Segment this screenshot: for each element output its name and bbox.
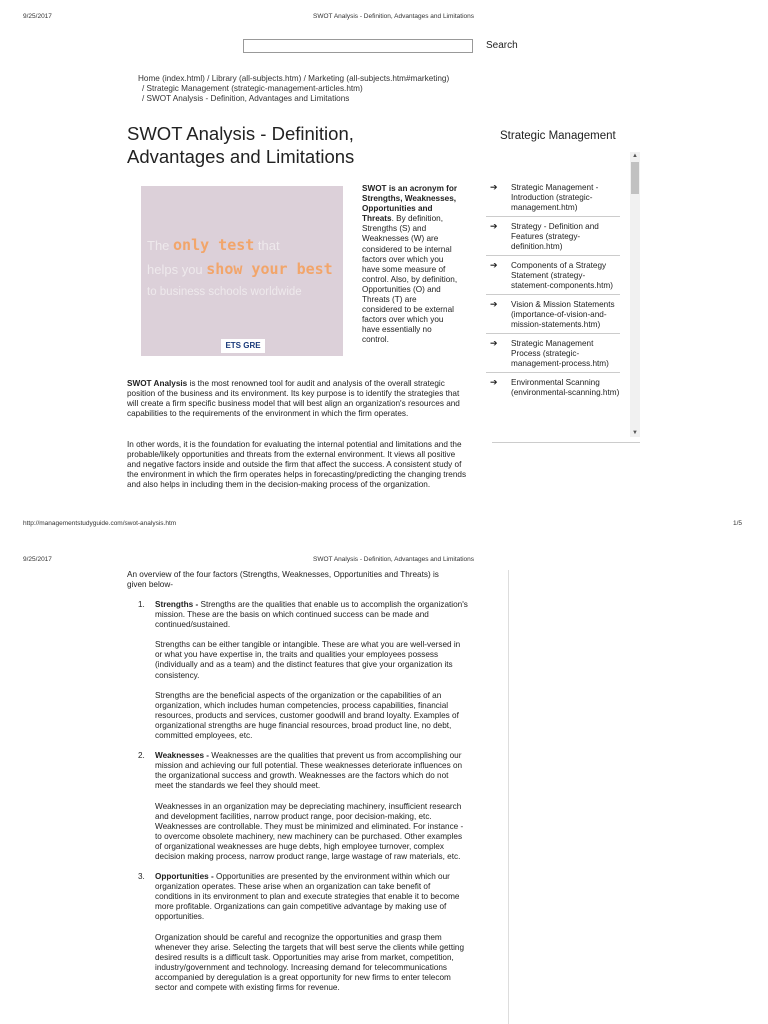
factor-lead-text: Strengths are the qualities that enable us to accomplish the organization's mission. These are the basis on which continued success can be made and continued/sustained. [155, 600, 468, 630]
breadcrumb [138, 74, 449, 104]
sidebar-item-label: Strategic Management Process (strategic-management-process.htm) [511, 339, 609, 368]
paragraph-2: In other words, it is the foundation for evaluating the internal potential and limitations and the probable/likely opportunities and threats from the external environment. It views all positive and negative factors inside and outside the firm that affect the success. A consistent study of the environment in which the firm operates helps in forecasting/predicting the changing trends and also helps in including them in the decision-making process of the organization. [127, 440, 467, 490]
factor-opportunities [138, 872, 468, 993]
arrow-right-icon: ➔ [490, 377, 498, 387]
sidebar-list [486, 182, 620, 405]
ad-word-show-your-best: show your best [206, 260, 333, 278]
scroll-down-icon[interactable]: ▼ [632, 430, 638, 436]
factor-weaknesses [138, 751, 468, 862]
p1-bold: SWOT Analysis [127, 379, 188, 388]
scroll-thumb[interactable] [631, 162, 639, 194]
factor-lead-text: Weaknesses are the qualities that prevent us from accomplishing our mission and achieving our full potential. These weaknesses deteriorate influences on the organizational success and growth. Weaknesses are the factors which do not meet the standards we feel they should meet. [155, 751, 463, 791]
factor-name: Opportunities - [155, 872, 214, 882]
factor-lead [155, 600, 468, 630]
gre-logo: ETS GRE [221, 339, 265, 353]
scroll-up-icon[interactable]: ▲ [632, 153, 638, 159]
ad-word-only-test: only test [173, 236, 255, 254]
ad-line-1 [147, 236, 280, 254]
factor-strengths [138, 600, 468, 741]
print-date: 9/25/2017 [23, 13, 52, 20]
sidebar-divider [492, 442, 640, 443]
paragraph-1 [127, 379, 467, 419]
arrow-right-icon: ➔ [490, 260, 498, 270]
sidebar-item-label: Vision & Mission Statements (importance-of-vision-and-mission-statements.htm) [511, 300, 615, 329]
list-number: 3. [138, 872, 145, 882]
sidebar-item-environmental-scanning[interactable] [486, 377, 620, 401]
breadcrumb-line-2[interactable]: / Strategic Management (strategic-management-articles.htm) [142, 84, 363, 93]
page-2-column-rule [508, 570, 509, 1024]
sidebar-item-vision-mission[interactable] [486, 299, 620, 334]
factor-lead [155, 872, 468, 922]
list-number: 1. [138, 600, 145, 609]
sidebar-item-strategic-management-intro[interactable] [486, 182, 620, 217]
print-date-page-2: 9/25/2017 [23, 556, 52, 563]
sidebar-item-strategy-components[interactable] [486, 260, 620, 295]
factor-paragraph: Strengths are the beneficial aspects of the organization or the capabilities of an organization, which includes human competencies, process capabilities, financial resources, products and services, customer goodwill and brand loyalty. Examples of organizational strengths are huge financial resources, broad product line, no debt, committed employees, etc. [155, 690, 459, 741]
arrow-right-icon: ➔ [490, 182, 498, 192]
sidebar-item-label: Components of a Strategy Statement (strategy-statement-components.htm) [511, 261, 613, 290]
print-footer-url: http://managementstudyguide.com/swot-analysis.htm [23, 520, 177, 527]
intro-paragraph [362, 184, 458, 346]
sidebar-item-label: Environmental Scanning (environmental-scanning.htm) [511, 378, 620, 397]
sidebar-item-management-process[interactable] [486, 338, 620, 373]
intro-bold: SWOT is an acronym for Strengths, Weaknesses, Opportunities and Threats [362, 184, 458, 224]
sidebar-item-label: Strategy - Definition and Features (strategy-definition.htm) [511, 222, 599, 251]
sidebar-item-strategy-definition[interactable] [486, 221, 620, 256]
page-title: SWOT Analysis - Definition, Advantages and Limitations [127, 123, 355, 167]
sidebar-scrollbar[interactable] [630, 152, 640, 437]
search-button[interactable]: Search [486, 40, 518, 51]
factor-name: Strengths - [155, 600, 199, 609]
print-title-page-2: SWOT Analysis - Definition, Advantages and Limitations [313, 556, 475, 563]
arrow-right-icon: ➔ [490, 299, 498, 309]
paragraph-3: An overview of the four factors (Strengths, Weaknesses, Opportunities and Threats) is given below- [127, 570, 439, 590]
print-title: SWOT Analysis - Definition, Advantages and Limitations [313, 13, 475, 20]
factor-lead [155, 751, 468, 791]
factor-paragraph: Organization should be careful and recognize the opportunities and grasp them whenever they arise. Selecting the targets that will best serve the clients while getting desired results is a difficult task. Opportunities may arise from market, competition, industry/government and technology. Increasing demand for telecommunications accompanied by deregulation is a great opportunity for new firms to enter telecom sector and compete with existing firms for revenue. [155, 932, 465, 992]
ad-line-3: to business schools worldwide [147, 286, 302, 298]
factor-paragraph: Weaknesses in an organization may be depreciating machinery, insufficient research and development facilities, narrow product range, poor decision-making, etc. Weaknesses are controllable. They must be minimized and eliminated. For instance - to overcome obsolete machinery, new machinery can be purchased. Other examples of organizational weaknesses are huge debts, high employee turnover, complex decision making process, narrow product range, large wastage of raw materials, etc. [155, 801, 464, 861]
arrow-right-icon: ➔ [490, 338, 498, 348]
intro-rest: . By definition, Strengths (S) and Weaknesses (W) are considered to be internal factors over which you have some measure of control. Also, by definition, Opportunities (O) and Threats (T) are considered to be external factors over which you have essentially no control. [362, 214, 458, 345]
gre-advertisement[interactable] [141, 186, 343, 356]
search-input[interactable] [243, 39, 473, 53]
sidebar-title: Strategic Management [500, 130, 616, 142]
factor-lead-text: Opportunities are presented by the environment within which our organization operates. These arise when an organization can take benefit of conditions in its environment to plan and execute strategies that enable it to become more profitable. Organizations can gain competitive advantage by making use of opportunities. [155, 872, 460, 922]
breadcrumb-line-1[interactable]: Home (index.html) / Library (all-subjects.htm) / Marketing (all-subjects.htm#marketing) [138, 74, 450, 83]
breadcrumb-line-3: / SWOT Analysis - Definition, Advantages and Limitations [142, 94, 350, 103]
sidebar-item-label: Strategic Management - Introduction (strategic-management.htm) [511, 183, 599, 212]
ad-word-that: that [254, 238, 280, 253]
factor-name: Weaknesses - [155, 751, 210, 761]
p1-rest: is the most renowned tool for audit and analysis of the overall strategic position of the business and its environment. Its key purpose is to identify the strategies that will create a firm specific business model that will best align an organization's resources and capabilities to the requirements of the environment in which the firm operates. [127, 379, 460, 419]
print-footer-page: 1/5 [733, 520, 743, 527]
ad-line-2 [147, 260, 333, 278]
factors-list [138, 600, 468, 1003]
ad-word-helps-you: helps you [147, 262, 207, 277]
factor-paragraph: Strengths can be either tangible or intangible. These are what you are well-versed in or what you have expertise in, the traits and qualities your employees possess (individually and as a team) and the distinct features that give your organization its consistency. [155, 640, 461, 680]
arrow-right-icon: ➔ [490, 221, 498, 231]
ad-word-the: The [147, 238, 174, 253]
list-number: 2. [138, 751, 145, 761]
